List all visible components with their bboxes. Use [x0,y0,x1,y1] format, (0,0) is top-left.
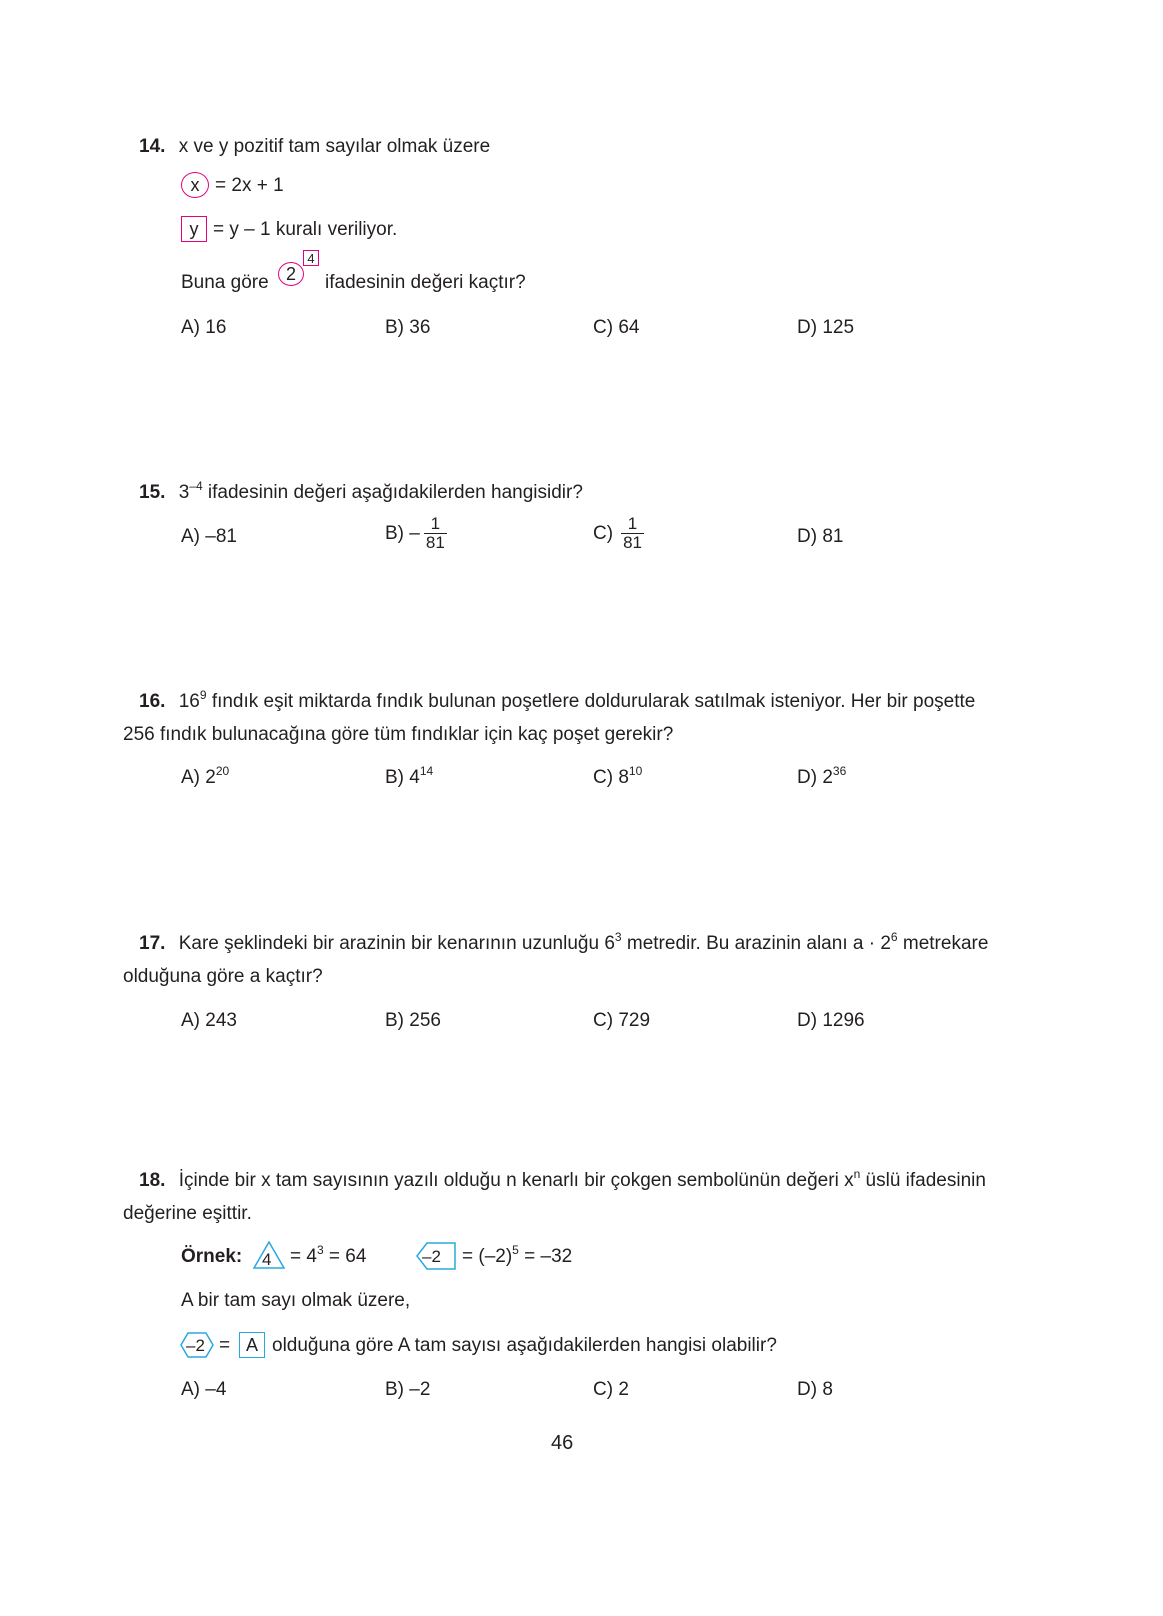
rule-circle [181,172,284,198]
option-d: D) 81 [797,526,844,547]
option-a: A) –81 [181,526,237,547]
page-number: 46 [551,1432,574,1454]
question-stem-line2: olduğuna göre a kaçtır? [123,966,323,987]
triangle-value: 4 [262,1250,272,1269]
option-b [385,764,434,788]
question-stem: fındık eşit miktarda fındık bulunan poşetlere doldurularak satılmak isteniyor. Her bir poşette [211,691,976,712]
option-exponent: 20 [215,764,230,778]
question-number: 16. [139,691,166,712]
numerator: 1 [621,515,644,534]
question-number: 17. [139,933,166,954]
option-exponent: 14 [419,764,434,778]
option-exponent: 10 [628,764,643,778]
question-prompt-suffix: ifadesinin değeri kaçtır? [325,272,526,293]
rule-text: = 2x + 1 [215,174,284,196]
square-symbol: y [181,216,207,242]
condition-text: A bir tam sayı olmak üzere, [181,1290,411,1311]
option-d: D) 1296 [797,1010,865,1031]
result-text: = 4 [290,1246,317,1267]
option-c: C) 64 [593,317,640,338]
rule-text: = y – 1 kuralı veriliyor. [213,218,398,240]
exponent: 5 [512,1243,519,1257]
option-b [385,515,447,552]
circle-symbol: x [181,172,209,198]
denominator: 81 [623,532,642,552]
denominator: 81 [425,532,445,552]
question-stem: ifadesinin değeri aşağıdakilerden hangisidir? [207,482,583,503]
example-2-result [462,1243,573,1267]
option-a: A) 16 [181,317,227,338]
question-stem: x ve y pozitif tam sayılar olmak üzere [178,136,491,157]
option-d: D) 8 [797,1379,833,1400]
question-number: 14. [139,136,166,157]
nested-square-symbol: 4 [303,250,319,266]
option-label: C) [593,522,614,544]
fraction [424,515,447,552]
power-base: 16 [178,691,200,712]
example-1-result [290,1243,367,1267]
option-b: B) 36 [385,317,431,338]
question-stem-b: üslü ifadesinin [860,1170,986,1191]
option-c [593,515,644,552]
result-text: = 64 [323,1246,367,1267]
option-a [181,764,230,788]
question-prompt: olduğuna göre A tam sayısı aşağıdakilerden hangisi olabilir? [272,1335,777,1356]
option-label: A) 2 [181,767,216,788]
exponent: 3 [614,930,622,944]
question-number: 15. [139,482,166,503]
question-number: 18. [139,1170,166,1191]
question-stem-c: metrekare [897,933,989,954]
rule-square [181,216,397,242]
option-c: C) 2 [593,1379,629,1400]
option-d [797,764,847,788]
example-label: Örnek: [181,1246,243,1267]
question-stem-line2: değerine eşittir. [123,1203,252,1224]
option-label: B) – [385,522,420,544]
power-exponent: 9 [199,688,207,702]
option-a: A) 243 [181,1010,237,1031]
option-b: B) –2 [385,1379,431,1400]
fraction [621,515,644,552]
answer-box: A [239,1332,265,1358]
option-d: D) 125 [797,317,855,338]
nested-circle-symbol: 2 [278,262,304,286]
option-exponent: 36 [832,764,847,778]
power-exponent: –4 [189,479,203,493]
question-stem-a: Kare şeklindeki bir arazinin bir kenarının uzunluğu 6 [178,933,615,954]
hexagon-value: –2 [186,1336,205,1355]
option-label: C) 8 [593,767,629,788]
numerator: 1 [424,515,447,534]
question-stem-b: metredir. Bu arazinin alanı a · 2 [621,933,891,954]
exponent: n [853,1167,861,1181]
pentagon-value: –2 [422,1247,441,1266]
result-text: = (–2) [462,1246,513,1267]
option-a: A) –4 [181,1379,227,1400]
exponent: 3 [316,1243,324,1257]
option-c: C) 729 [593,1010,651,1031]
question-stem-line2: 256 fındık bulunacağına göre tüm fındıklar için kaç poşet gerekir? [123,724,674,745]
option-b: B) 256 [385,1010,441,1031]
option-c [593,764,643,788]
question-stem-a: İçinde bir x tam sayısının yazılı olduğu n kenarlı bir çokgen sembolünün değeri x [178,1170,854,1191]
exponent: 6 [890,930,898,944]
option-label: D) 2 [797,767,833,788]
equals-sign: = [219,1335,231,1356]
option-label: B) 4 [385,767,420,788]
result-text: = –32 [518,1246,573,1267]
power-base: 3 [178,482,190,503]
question-prompt-prefix: Buna göre [181,272,269,293]
